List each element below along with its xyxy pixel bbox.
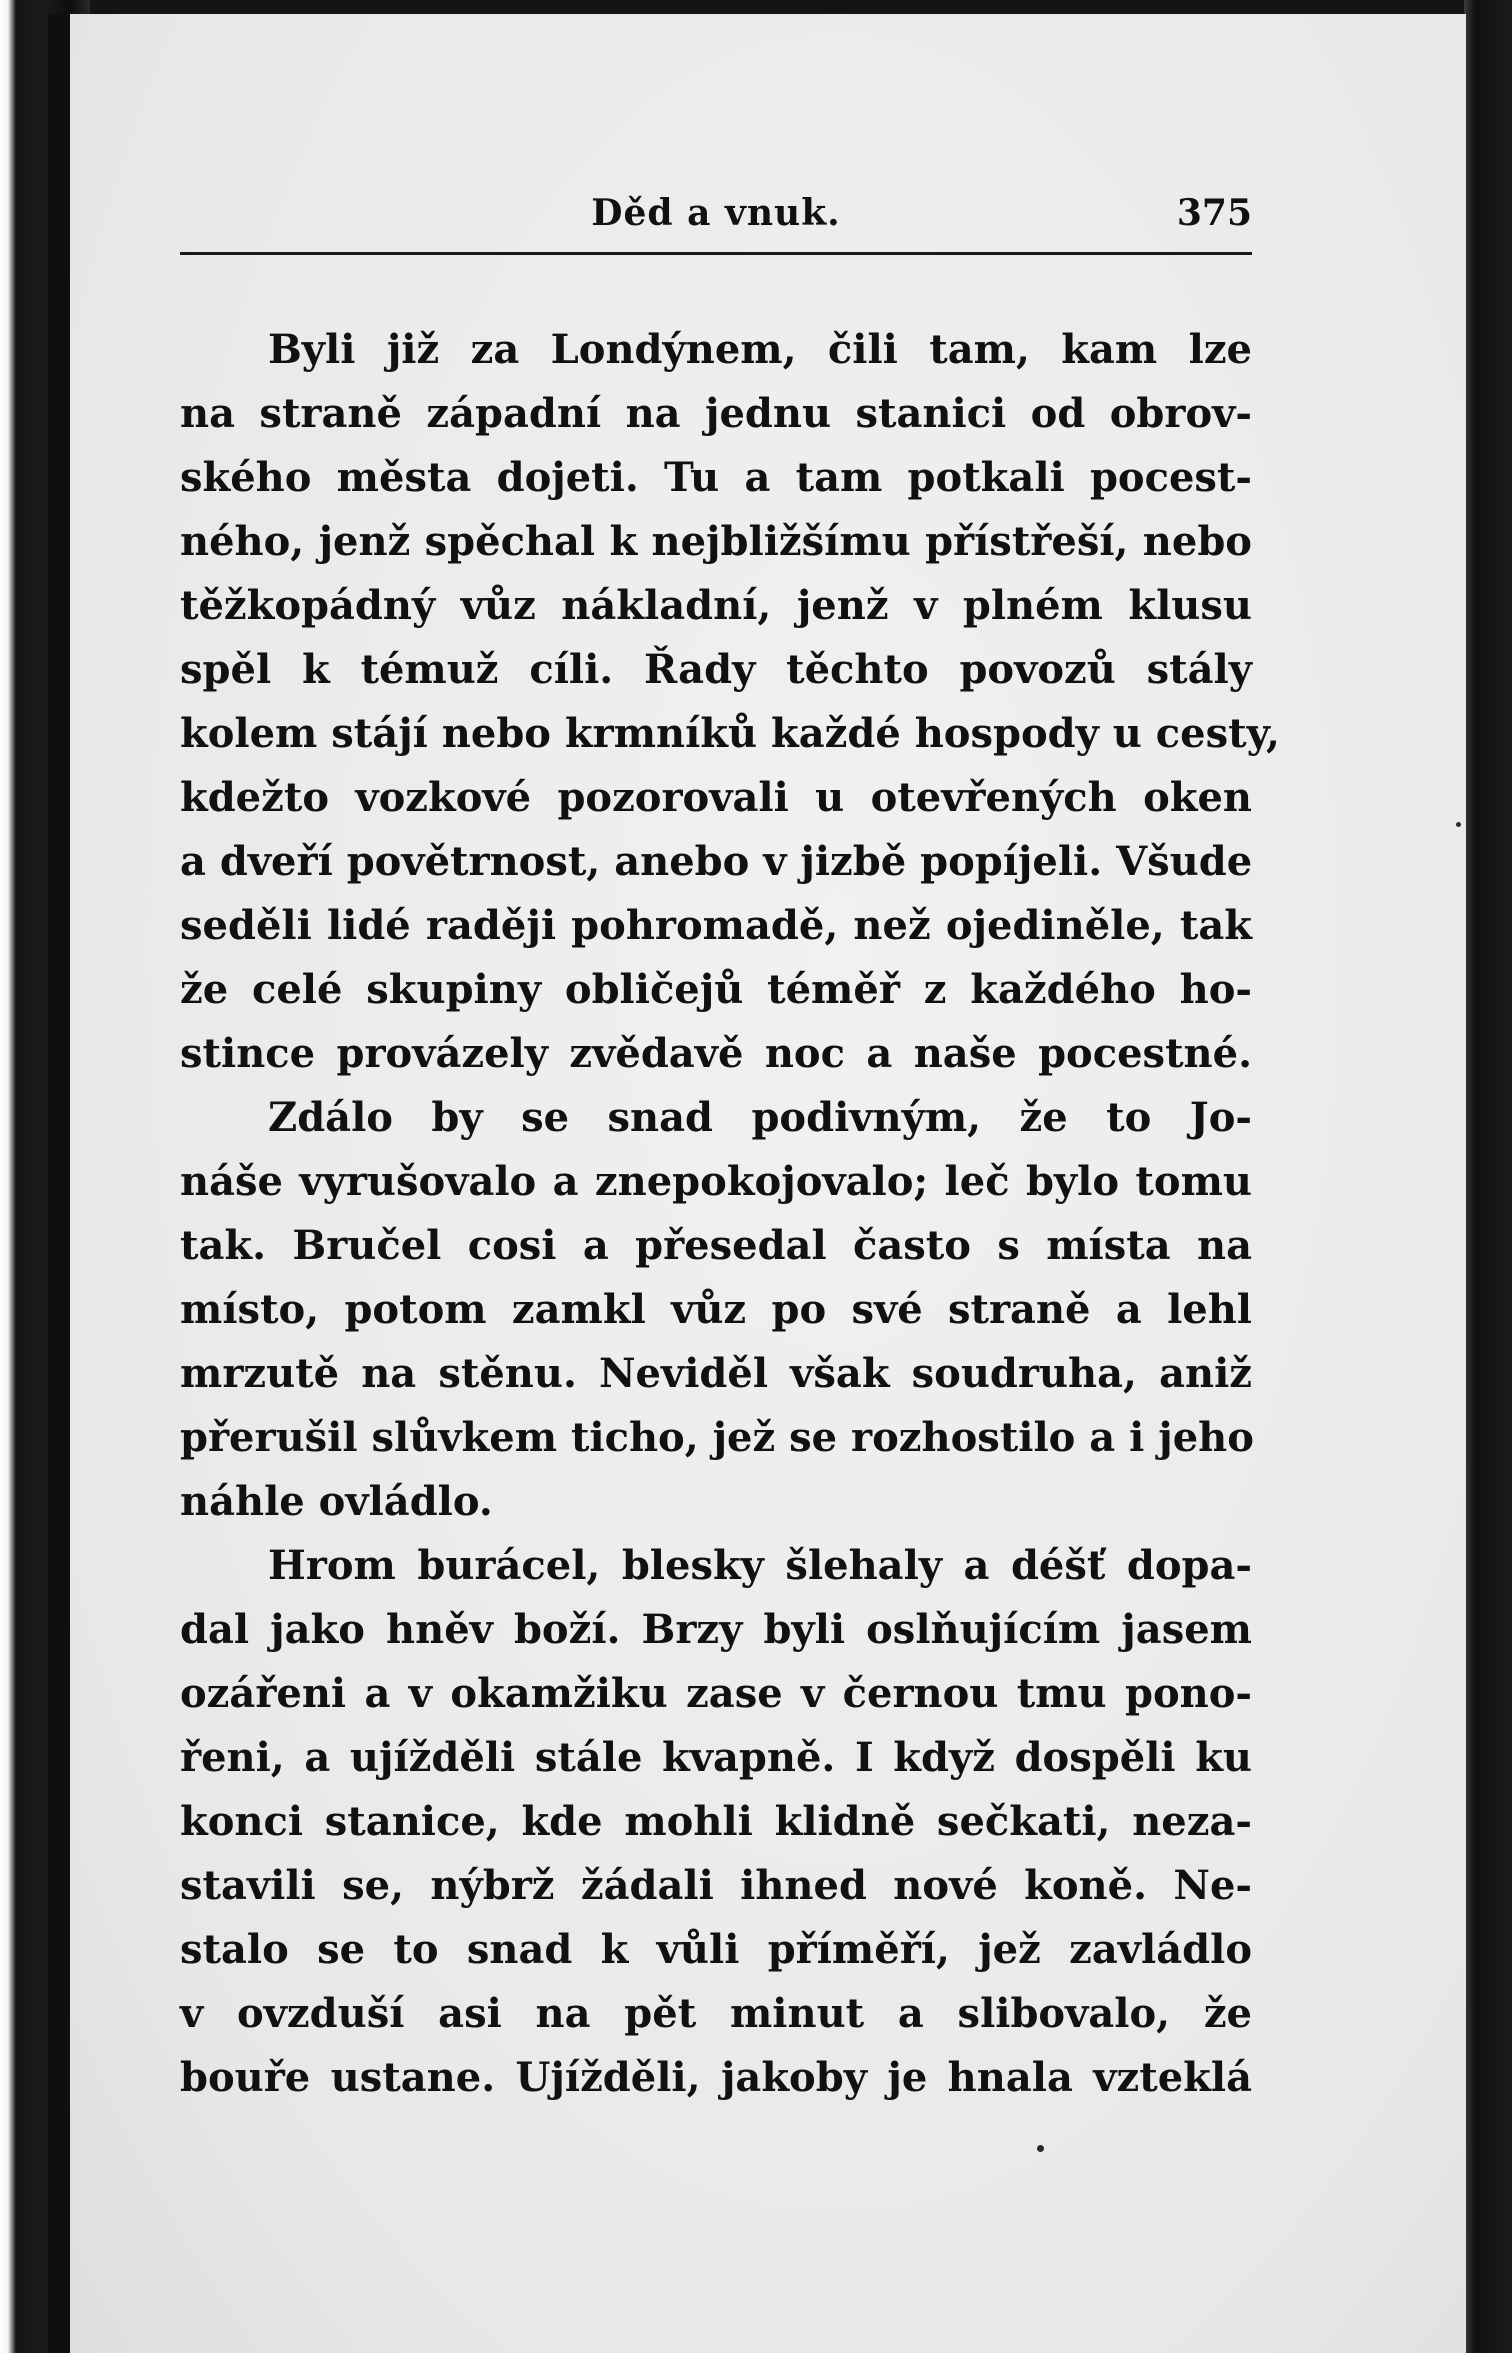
page-number: 375: [1176, 192, 1252, 234]
ink-speck: [1456, 822, 1461, 827]
body-text: [180, 318, 1280, 2110]
text-line: náše vyrušovalo a znepokojovalo; leč bylo tomu: [180, 1158, 1252, 1205]
text-line: a dveří povětrnost, anebo v jizbě popíjeli. Všude: [180, 838, 1253, 885]
text-line: bouře ustane. Ujížděli, jakoby je hnala vzteklá: [180, 2054, 1252, 2101]
text-line: kolem stájí nebo krmníků každé hospody u cesty,: [180, 710, 1280, 757]
text-line: spěl k témuž cíli. Řady těchto povozů stály: [180, 646, 1252, 693]
text-line: Byli již za Londýnem, čili tam, kam lze: [268, 326, 1252, 373]
text-line: že celé skupiny obličejů téměř z každého ho-: [180, 966, 1252, 1013]
text-line: ského města dojeti. Tu a tam potkali pocest-: [180, 454, 1252, 501]
page-right-edge: [1464, 0, 1512, 2353]
text-line: stalo se to snad k vůli příměří, jež zavládlo: [180, 1926, 1252, 1973]
text-line: na straně západní na jednu stanici od obrov-: [180, 390, 1252, 437]
text-line: přerušil slůvkem ticho, jež se rozhostilo a i jeho: [180, 1414, 1254, 1461]
text-line: náhle ovládlo.: [180, 1478, 493, 1525]
text-line: Hrom burácel, blesky šlehaly a déšť dopa-: [268, 1542, 1252, 1589]
text-line: Zdálo by se snad podivným, že to Jo-: [268, 1094, 1252, 1141]
text-line: seděli lidé raději pohromadě, než ojediněle, tak: [180, 902, 1252, 949]
text-line: konci stanice, kde mohli klidně sečkati, neza-: [180, 1798, 1252, 1845]
text-line: dal jako hněv boží. Brzy byli oslňujícím jasem: [180, 1606, 1252, 1653]
text-line: stavili se, nýbrž žádali ihned nové koně. Ne-: [180, 1862, 1252, 1909]
text-line: v ovzduší asi na pět minut a slibovalo, že: [180, 1990, 1252, 2037]
text-line: mrzutě na stěnu. Neviděl však soudruha, aniž: [180, 1350, 1252, 1397]
ink-speck: [1037, 2145, 1044, 2152]
text-line: stince provázely zvědavě noc a naše pocestné.: [180, 1030, 1252, 1077]
text-line: těžkopádný vůz nákladní, jenž v plném klusu: [180, 582, 1252, 629]
running-head: [180, 184, 1252, 255]
text-line: kdežto vozkové pozorovali u otevřených oken: [180, 774, 1252, 821]
text-line: tak. Bručel cosi a přesedal často s místa na: [180, 1222, 1252, 1269]
text-line: místo, potom zamkl vůz po své straně a lehl: [180, 1286, 1252, 1333]
text-line: ozářeni a v okamžiku zase v černou tmu pono-: [180, 1670, 1252, 1717]
running-head-title: Děd a vnuk.: [591, 192, 841, 234]
text-line: řeni, a ujížděli stále kvapně. I když dospěli ku: [180, 1734, 1252, 1781]
text-line: ného, jenž spěchal k nejbližšímu přístřeší, nebo: [180, 518, 1252, 565]
